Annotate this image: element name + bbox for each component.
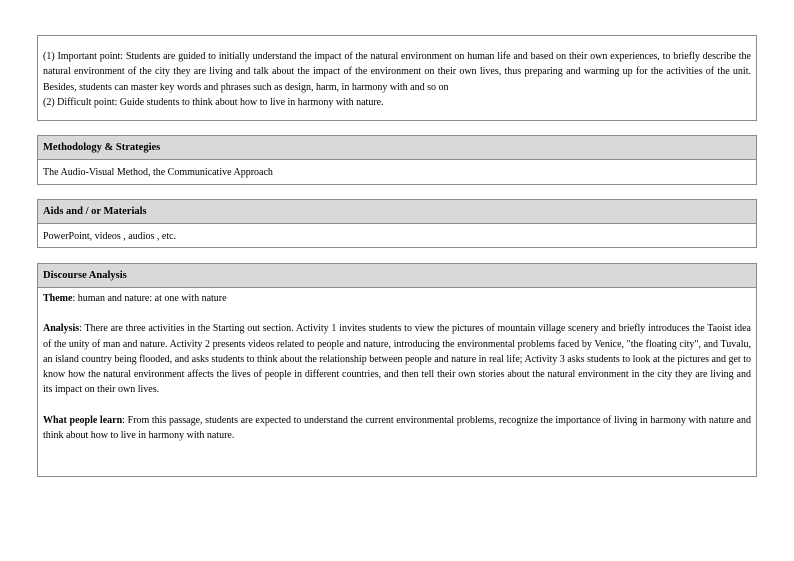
methodology-box	[37, 135, 757, 185]
analysis-paragraph	[43, 321, 751, 397]
key-points-body	[38, 36, 756, 110]
theme-paragraph	[43, 291, 751, 306]
discourse-heading: Discourse Analysis	[38, 264, 756, 288]
methodology-text: The Audio-Visual Method, the Communicative Approach	[43, 167, 273, 178]
important-point-text: (1) Important point: Students are guided to initially understand the impact of the natural environment on human life and based on their own experiences, to briefly describe the natural environment of the city they are living and talk about the impact of the environment on their own lives, thus preparing and warming up for the activities of the unit. Besides, students can master key words and phrases such as design, harm, in harmony with and so on	[43, 51, 751, 93]
aids-box	[37, 199, 757, 248]
learn-label: What people learn	[43, 414, 123, 426]
aids-heading: Aids and / or Materials	[38, 200, 756, 224]
theme-text: : human and nature: at one with nature	[72, 293, 227, 304]
analysis-label: Analysis	[43, 323, 80, 335]
key-points-box	[37, 35, 757, 121]
learn-text: : From this passage, students are expected to understand the current environmental problems, recognize the importance of living in harmony with nature and think about how to live in harmony with nature.	[43, 414, 751, 442]
discourse-body	[38, 288, 756, 443]
discourse-analysis-box	[37, 263, 757, 477]
methodology-heading: Methodology & Strategies	[38, 136, 756, 160]
analysis-text: : There are three activities in the Starting out section. Activity 1 invites students to view the pictures of mountain village scenery and briefly introduces the Taoist idea of the unity of man and nature. Activity 2 presents videos related to people and nature, introducing the environmental problems faced by Venice, "the floating city", and Tuvalu, an island country being flooded, and asks students to think about the relationship between people and nature in real life; Activity 3 asks students to look at the pictures and get to know how the natural environment affects the lives of people in different countries, and then tell their own stories about the natural environment in the city they are living and its impact on their own lives.	[43, 323, 751, 396]
theme-label: Theme	[43, 293, 73, 304]
learn-paragraph	[43, 413, 751, 444]
difficult-point-text: (2) Difficult point: Guide students to think about how to live in harmony with nature.	[43, 96, 384, 108]
aids-text: PowerPoint, videos , audios , etc.	[43, 231, 177, 242]
